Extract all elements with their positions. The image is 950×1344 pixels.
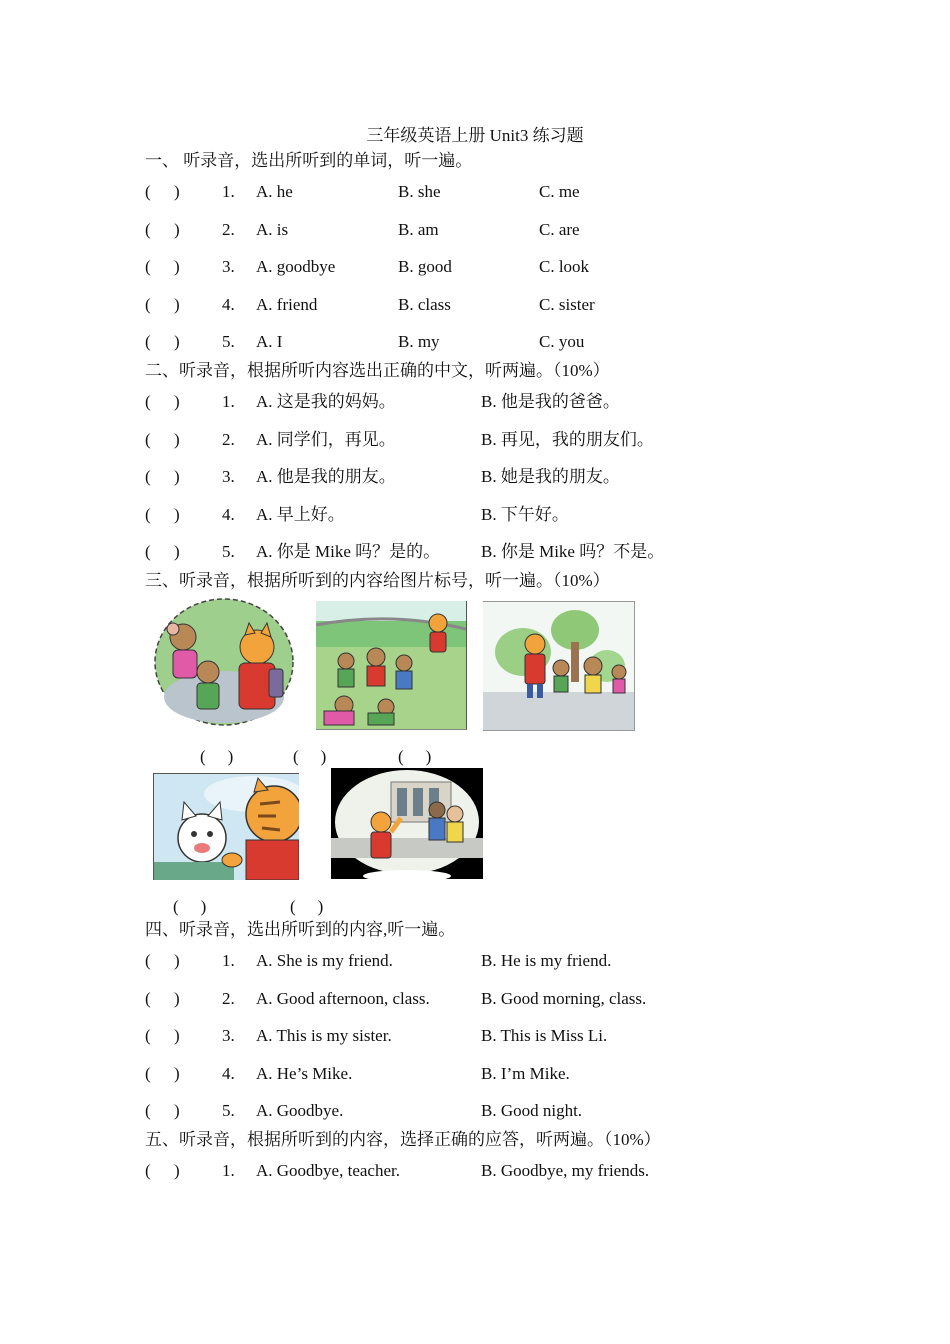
option-a: A. He’s Mike. [256,1063,353,1083]
picture-5-school-greeting [331,768,483,879]
option-a: A. This is my sister. [256,1026,392,1045]
picture-4-answer-bracket: ( ) [173,897,207,916]
question-number: 3. [222,1026,235,1045]
question-number: 5. [222,1101,235,1120]
section1-heading: 一、 听录音，选出所听到的单词，听一遍。 [145,151,473,170]
question-number: 1. [222,951,235,970]
picture-1-mice-and-tiger [153,597,295,727]
option-c: C. you [539,332,585,351]
option-a: A. 早上好。 [256,504,345,524]
question-number: 3. [222,467,235,486]
option-a: A. Goodbye. [256,1101,344,1120]
question-number: 2. [222,988,235,1008]
question-number: 2. [222,429,235,449]
option-a: A. Goodbye, teacher. [256,1161,400,1180]
option-b: B. good [398,257,452,276]
page-title: 三年级英语上册 Unit3 练习题 [366,126,584,145]
option-b: B. am [398,219,439,239]
section5-heading: 五、听录音，根据所听到的内容，选择正确的应答，听两遍。（10%） [145,1130,661,1149]
option-b: B. 她是我的朋友。 [481,467,620,486]
question-number: 1. [222,392,235,411]
option-b: B. He is my friend. [481,951,612,970]
question-number: 4. [222,294,235,314]
option-b: B. she [398,182,441,201]
section2-heading: 二、听录音，根据所听内容选出正确的中文，听两遍。（10%） [145,361,610,380]
picture-2-mice-greeting [316,601,467,730]
question-number: 5. [222,332,235,351]
option-a: A. goodbye [256,257,336,276]
option-b: B. 下午好。 [481,504,569,524]
option-b: B. Good night. [481,1101,583,1120]
section4-heading: 四、听录音，选出所听到的内容,听一遍。 [145,920,456,939]
option-b: B. my [398,332,440,351]
question-number: 3. [222,257,235,276]
picture-4-cat-and-tiger [153,773,299,880]
question-number: 2. [222,219,235,239]
option-b: B. Goodbye, my friends. [481,1161,650,1180]
question-number: 1. [222,182,235,201]
section3-heading: 三、听录音，根据所听到的内容给图片标号，听一遍。（10%） [145,571,610,590]
option-a: A. I [256,332,283,351]
option-b: B. Good morning, class. [481,988,647,1008]
option-a: A. 你是 Mike 吗？是的。 [256,542,441,561]
option-a: A. Good afternoon, class. [256,988,430,1008]
option-c: C. look [539,257,590,276]
picture-3-answer-bracket: ( ) [398,747,432,766]
question-number: 5. [222,542,235,561]
option-b: B. This is Miss Li. [481,1026,608,1045]
option-a: A. 这是我的妈妈。 [256,392,396,411]
question-number: 4. [222,1063,235,1083]
option-b: B. 他是我的爸爸。 [481,392,620,411]
picture-3-tree-and-friends [483,601,635,731]
question-number: 4. [222,504,235,524]
option-c: C. are [539,219,580,239]
option-b: B. I’m Mike. [481,1063,570,1083]
picture-1-answer-bracket: ( ) [200,747,234,766]
option-a: A. She is my friend. [256,951,393,970]
option-a: A. 同学们，再见。 [256,429,396,449]
option-a: A. friend [256,294,318,314]
option-a: A. is [256,219,289,239]
option-a: A. 他是我的朋友。 [256,467,396,486]
picture-5-answer-bracket: ( ) [290,897,324,916]
option-b: B. class [398,294,451,314]
question-number: 1. [222,1161,235,1180]
option-c: C. sister [539,294,595,314]
option-a: A. he [256,182,293,201]
option-c: C. me [539,182,580,201]
option-b: B. 再见，我的朋友们。 [481,429,654,449]
option-b: B. 你是 Mike 吗？不是。 [481,542,665,561]
picture-2-answer-bracket: ( ) [293,747,327,766]
